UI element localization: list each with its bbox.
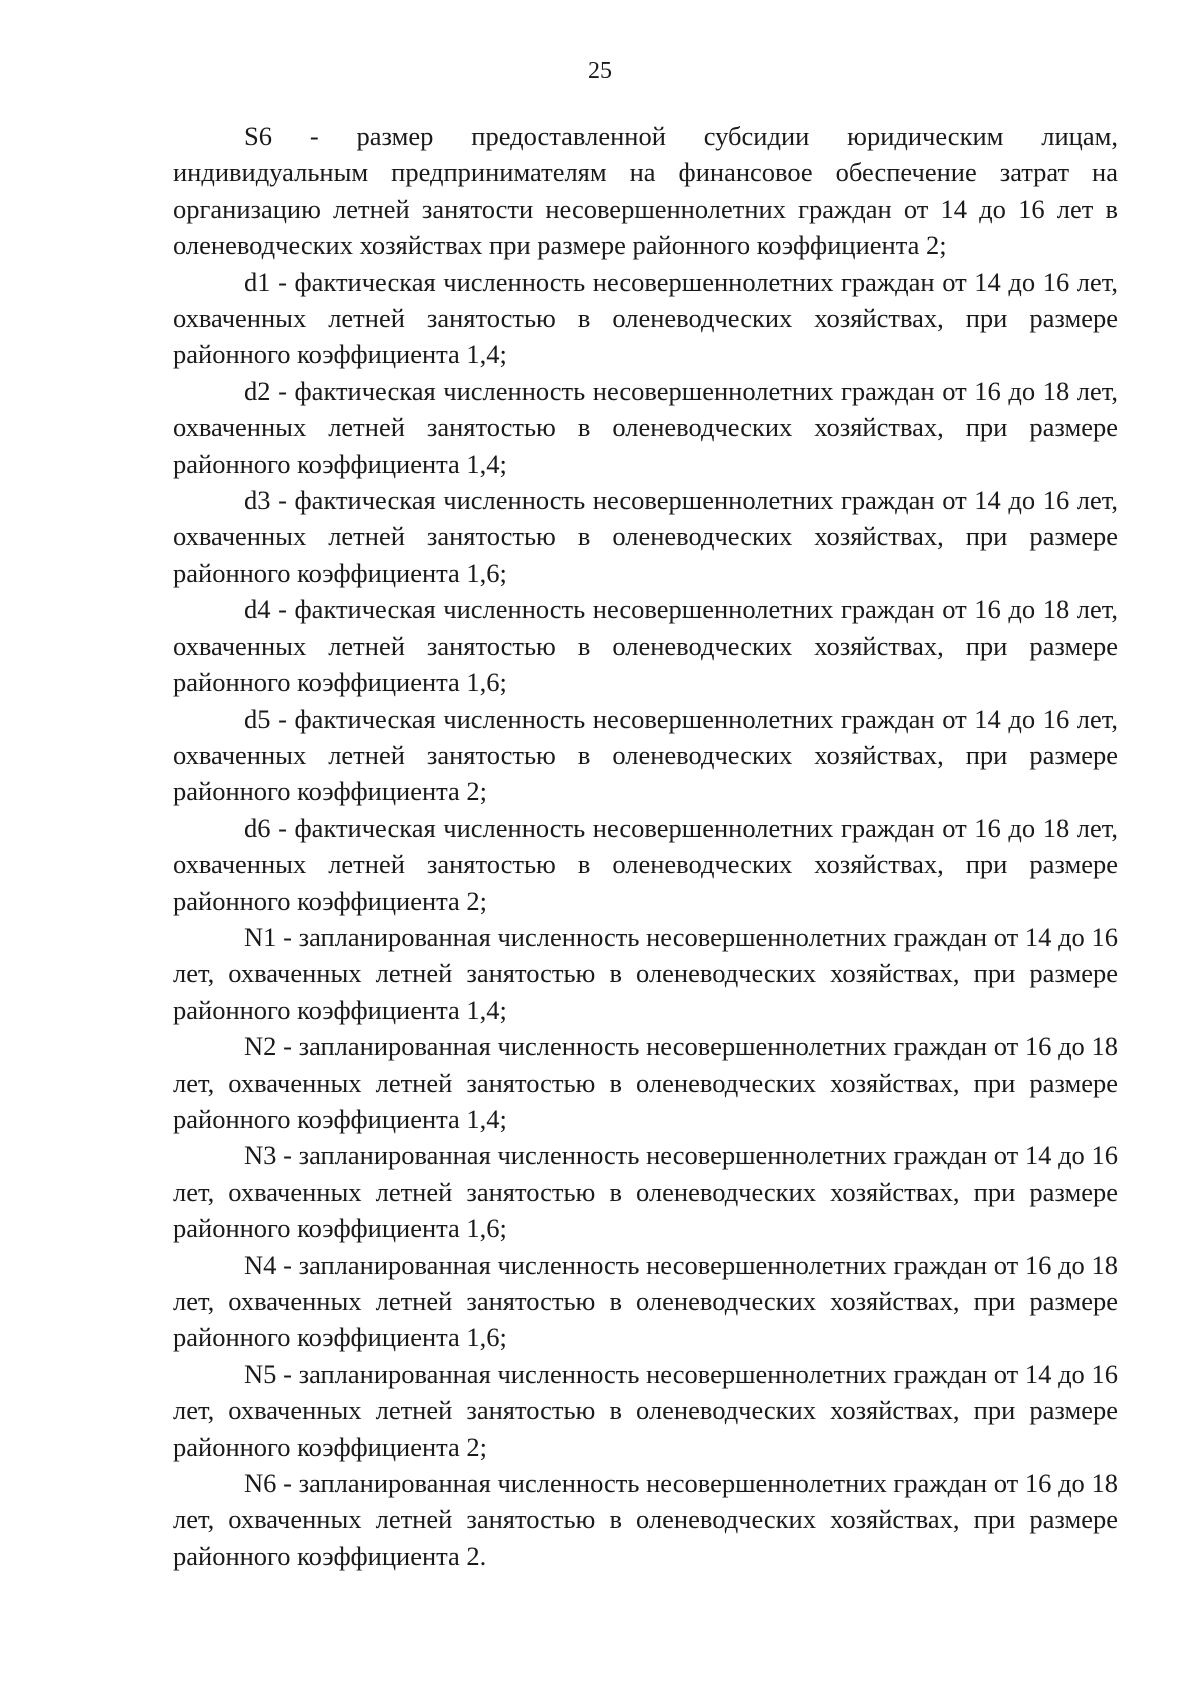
paragraph-s6: S6 - размер предоставленной субсидии юридическим лицам, индивидуальным предпринимателям на финансовое обеспечение затрат на организацию летней занятости несовершеннолетних граждан от 14 до 16 лет в оленеводческих хозяйствах при размере районного коэффициента 2; bbox=[173, 121, 1118, 261]
paragraph-d6: d6 - фактическая численность несовершеннолетних граждан от 16 до 18 лет, охваченных летней занятостью в оленеводческих хозяйствах, при размере районного коэффициента 2; bbox=[173, 812, 1118, 916]
paragraph-n4: N4 - запланированная численность несовершеннолетних граждан от 16 до 18 лет, охваченных летней занятостью в оленеводческих хозяйствах, при размере районного коэффициента 1,6; bbox=[173, 1249, 1118, 1353]
paragraph-d1: d1 - фактическая численность несовершеннолетних граждан от 14 до 16 лет, охваченных летней занятостью в оленеводческих хозяйствах, при размере районного коэффициента 1,4; bbox=[173, 266, 1118, 370]
paragraph-n2: N2 - запланированная численность несовершеннолетних граждан от 16 до 18 лет, охваченных летней занятостью в оленеводческих хозяйствах, при размере районного коэффициента 1,4; bbox=[173, 1031, 1118, 1134]
document-body bbox=[173, 118, 1118, 1574]
paragraph-n5: N5 - запланированная численность несовершеннолетних граждан от 14 до 16 лет, охваченных летней занятостью в оленеводческих хозяйствах, при размере районного коэффициента 2; bbox=[173, 1358, 1118, 1462]
paragraph-d3: d3 - фактическая численность несовершеннолетних граждан от 14 до 16 лет, охваченных летней занятостью в оленеводческих хозяйствах, при размере районного коэффициента 1,6; bbox=[173, 485, 1118, 588]
paragraph-d2: d2 - фактическая численность несовершеннолетних граждан от 16 до 18 лет, охваченных летней занятостью в оленеводческих хозяйствах, при размере районного коэффициента 1,4; bbox=[173, 375, 1118, 479]
paragraph-d5: d5 - фактическая численность несовершеннолетних граждан от 14 до 16 лет, охваченных летней занятостью в оленеводческих хозяйствах, при размере районного коэффициента 2; bbox=[173, 703, 1118, 807]
paragraph-n3: N3 - запланированная численность несовершеннолетних граждан от 14 до 16 лет, охваченных летней занятостью в оленеводческих хозяйствах, при размере районного коэффициента 1,6; bbox=[173, 1140, 1118, 1244]
paragraph-n6: N6 - запланированная численность несовершеннолетних граждан от 16 до 18 лет, охваченных летней занятостью в оленеводческих хозяйствах, при размере районного коэффициента 2. bbox=[173, 1468, 1118, 1571]
paragraph-d4: d4 - фактическая численность несовершеннолетних граждан от 16 до 18 лет, охваченных летней занятостью в оленеводческих хозяйствах, при размере районного коэффициента 1,6; bbox=[173, 594, 1118, 698]
page-number: 25 bbox=[588, 58, 612, 84]
paragraph-n1: N1 - запланированная численность несовершеннолетних граждан от 14 до 16 лет, охваченных летней занятостью в оленеводческих хозяйствах, при размере районного коэффициента 1,4; bbox=[173, 921, 1118, 1025]
